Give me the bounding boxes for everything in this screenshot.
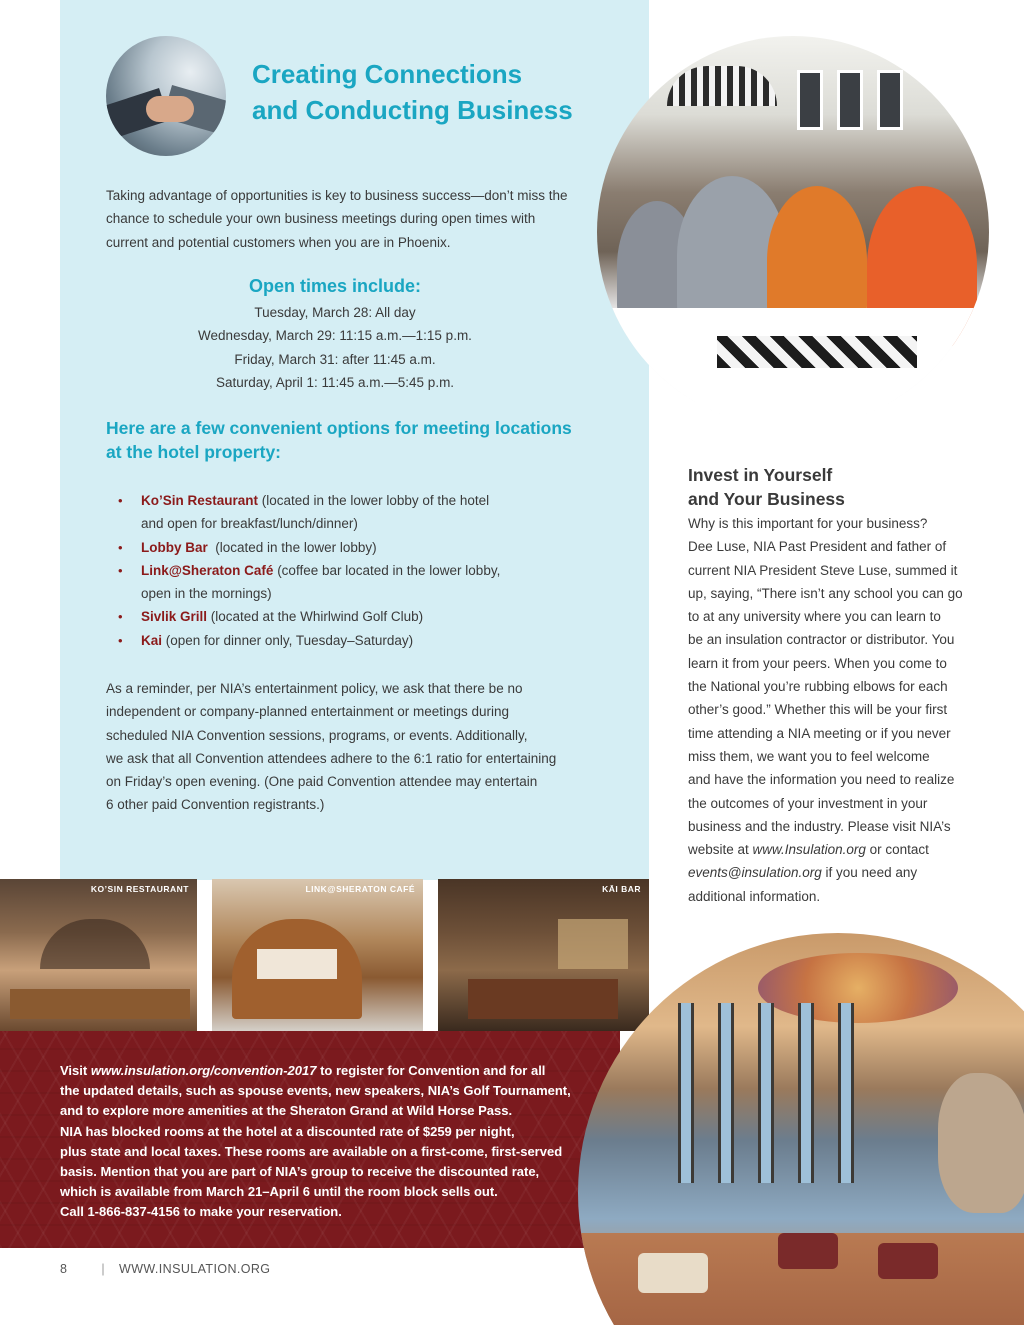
photo-window [877, 70, 903, 130]
title-line-1: Creating Connections [252, 59, 523, 89]
photo-window [678, 1003, 694, 1183]
link-sheraton-cafe-photo [212, 879, 423, 1031]
open-times-heading: Open times include: [248, 276, 422, 296]
footer-separator: | [101, 1262, 106, 1276]
photo-hands [146, 96, 194, 122]
invest-line: the outcomes of your investment in your [688, 795, 928, 811]
photo-display [257, 949, 337, 979]
kosin-caption: KO’SIN RESTAURANT [90, 884, 189, 894]
reminder-paragraph [106, 677, 606, 817]
photo-window [718, 1003, 734, 1183]
invest-line: and have the information you need to realize [688, 772, 955, 788]
locations-heading-line-2: at the hotel property: [106, 441, 282, 462]
visit-line: and to explore more amenities at the Sheraton Grand at Wild Horse Pass. [60, 1103, 513, 1119]
photo-table-runner [717, 336, 917, 368]
visit-line: plus state and local taxes. These rooms are available on a first-come, first-served [60, 1143, 563, 1159]
photo-table [10, 989, 190, 1019]
invest-line: miss them, we want you to feel welcome [688, 748, 930, 764]
reminder-line: we ask that all Convention attendees adhere to the 6:1 ratio for entertaining [106, 750, 557, 766]
invest-line: additional information. [688, 888, 821, 904]
kosin-restaurant-photo [0, 879, 197, 1031]
open-time-item: Friday, March 31: after 11:45 a.m. [234, 351, 436, 367]
reminder-line: 6 other paid Convention registrants.) [106, 797, 325, 813]
invest-line: Why is this important for your business? [688, 516, 928, 531]
convention-link[interactable]: www.insulation.org/convention-2017 [90, 1063, 317, 1078]
location-item [118, 629, 588, 652]
location-detail: and open for breakfast/lunch/dinner) [141, 516, 358, 532]
invest-heading-line-1: Invest in Yourself [688, 465, 833, 485]
photo-sofa [468, 979, 618, 1019]
photo-window [798, 1003, 814, 1183]
invest-line: up, saying, “There isn’t any school you can go [688, 585, 963, 601]
open-time-item: Saturday, April 1: 11:45 a.m.—5:45 p.m. [215, 374, 455, 390]
intro-line: chance to schedule your own business meetings during open times with [106, 211, 536, 227]
invest-line: website at [688, 842, 753, 858]
photo-window [797, 70, 823, 130]
invest-line: time attending a NIA meeting or if you never [688, 725, 951, 741]
page-footer [60, 1262, 270, 1276]
location-item [118, 605, 588, 628]
visit-line: which is available from March 21–April 6 until the room block sells out. [60, 1184, 498, 1200]
intro-paragraph [106, 184, 606, 254]
photo-table [597, 308, 989, 428]
invest-heading [688, 464, 845, 511]
photo-window [558, 919, 628, 969]
visit-line: basis. Mention that you are part of NIA’s group to receive the discounted rate, [60, 1164, 540, 1180]
invest-line: learn it from your peers. When you come to [688, 655, 947, 671]
photo-chair [778, 1233, 838, 1269]
location-name: Kai [141, 632, 163, 648]
intro-line: current and potential customers when you are in Phoenix. [106, 234, 451, 250]
invest-paragraph [688, 512, 978, 908]
location-name: Ko’Sin Restaurant [141, 493, 259, 508]
photo-rock-sculpture [938, 1073, 1024, 1213]
location-name: Link@Sheraton Café [141, 562, 274, 578]
location-detail: (open for dinner only, Tuesday–Saturday) [162, 632, 414, 648]
reminder-line: scheduled NIA Convention sessions, programs, or events. Additionally, [106, 727, 528, 743]
invest-line: business and the industry. Please visit NIA’s [688, 818, 951, 834]
visit-line: the updated details, such as spouse events, new speakers, NIA’s Golf Tournament, [60, 1083, 571, 1099]
convention-attendees-photo [597, 36, 989, 428]
visit-line: NIA has blocked rooms at the hotel at a discounted rate of $259 per night, [60, 1123, 515, 1139]
reminder-line: As a reminder, per NIA’s entertainment policy, we ask that there be no [106, 681, 523, 696]
locations-list [118, 489, 588, 652]
location-item [118, 489, 588, 536]
link-caption: LINK@SHERATON CAFÉ [305, 884, 415, 894]
location-detail: (located in the lower lobby) [207, 539, 377, 555]
visit-line: Call 1-866-837-4156 to make your reservation. [60, 1204, 342, 1220]
photo-chair [878, 1243, 938, 1279]
location-item [118, 559, 588, 606]
photo-arch [40, 919, 150, 969]
photo-window [758, 1003, 774, 1183]
page-title [252, 56, 573, 128]
page-number: 8 [60, 1262, 68, 1276]
reminder-line: independent or company-planned entertainment or meetings during [106, 704, 510, 720]
kai-caption: KĀI BAR [602, 884, 641, 894]
locations-heading-line-1: Here are a few convenient options for meeting locations [106, 418, 572, 438]
location-item [118, 536, 588, 559]
email-link[interactable]: events@insulation.org [688, 865, 822, 881]
kai-bar-photo [438, 879, 649, 1031]
reminder-line: on Friday’s open evening. (One paid Convention attendee may entertain [106, 774, 538, 790]
invest-line: the National you’re rubbing elbows for each [688, 679, 948, 695]
invest-line: Dee Luse, NIA Past President and father of [688, 539, 947, 555]
invest-line: or contact [865, 842, 929, 858]
photo-window [838, 1003, 854, 1183]
title-line-2: and Conducting Business [252, 95, 573, 125]
website-link[interactable]: www.Insulation.org [752, 842, 866, 858]
location-detail: open in the mornings) [141, 586, 272, 602]
location-detail: (located at the Whirlwind Golf Club) [207, 609, 424, 625]
registration-text [60, 1061, 585, 1223]
restaurant-photo-strip [0, 879, 649, 1031]
invest-line: to at any university where you can learn to [688, 609, 941, 625]
footer-site: WWW.INSULATION.ORG [119, 1262, 271, 1276]
photo-chair [638, 1253, 708, 1293]
locations-heading [106, 417, 596, 464]
invest-line: current NIA President Steve Luse, summed it [688, 562, 958, 578]
location-detail: (located in the lower lobby of the hotel [258, 493, 490, 508]
location-name: Lobby Bar [141, 539, 208, 555]
invest-line: if you need any [821, 865, 918, 881]
visit-prefix: Visit [60, 1063, 91, 1078]
photo-window [837, 70, 863, 130]
intro-line: Taking advantage of opportunities is key to business success—don’t miss the [106, 188, 568, 203]
open-time-item: Wednesday, March 29: 11:15 a.m.—1:15 p.m. [198, 328, 472, 344]
invest-line: be an insulation contractor or distributor. You [688, 632, 955, 648]
photo-awning [667, 66, 777, 106]
open-times-list [106, 301, 564, 394]
location-name: Sivlik Grill [141, 609, 208, 625]
invest-heading-line-2: and Your Business [688, 488, 845, 509]
visit-line: to register for Convention and for all [316, 1063, 546, 1078]
photo-ceiling-mural [758, 953, 958, 1023]
location-detail: (coffee bar located in the lower lobby, [273, 562, 501, 578]
invest-line: other’s good.” Whether this will be your first [688, 702, 948, 718]
handshake-photo [106, 36, 226, 156]
open-time-item: Tuesday, March 28: All day [254, 305, 416, 320]
